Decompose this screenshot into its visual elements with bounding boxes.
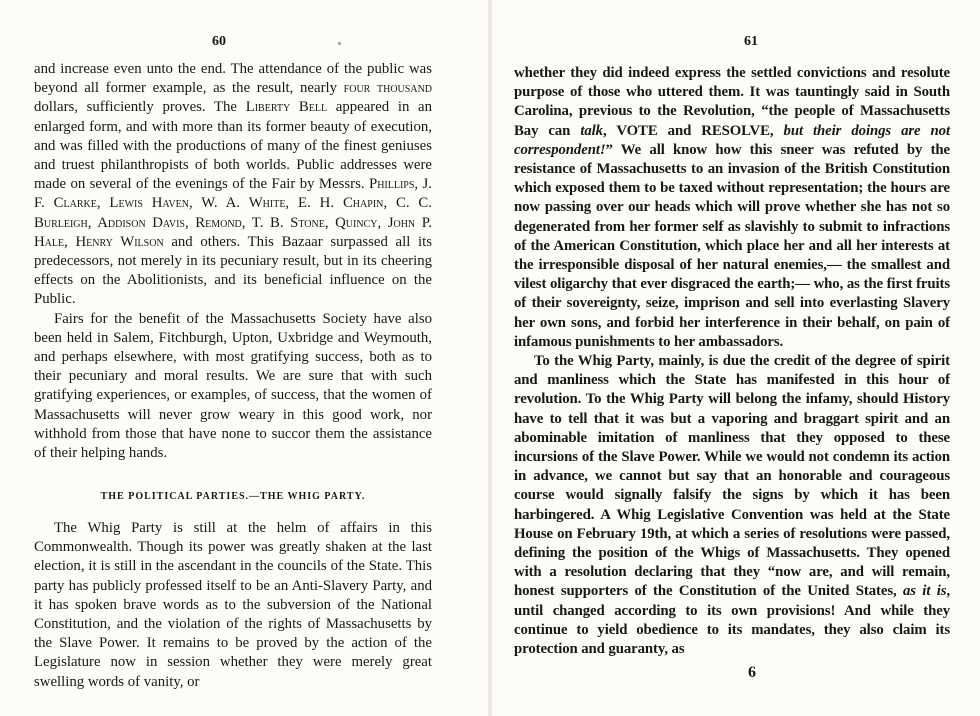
ink-speck <box>338 42 341 45</box>
paragraph-whig-party: The Whig Party is still at the helm of affairs in this Commonwealth. Though its power was greatly shaken at the last election, it is still in the ascendant in the councils of the State. This party has publicly professed itself to be an Anti-Slavery Party, and it has spoken brave words as to the subversion of the National Constitution, and the violation of the rights of Massachusetts by the Slave Power. It remains to be proved by the action of the Legislature now in session whether they were merely great swelling words of vanity, or <box>34 520 432 690</box>
speakers-smallcaps: Phillips, J. F. Clarke, Lewis Haven, W. A. White, E. H. Chapin, C. C. Burleigh, Addison Davis, Remond, T. B. Stone, Quincy, John P. Hale, Henry Wilson <box>34 176 433 250</box>
right-page <box>490 0 980 716</box>
left-upper-text <box>34 60 432 463</box>
section-heading: THE POLITICAL PARTIES.—THE WHIG PARTY. <box>100 491 366 502</box>
paragraph-other-fairs: Fairs for the benefit of the Massachusetts Society have also been held in Salem, Fitchburgh, Upton, Uxbridge and Weymouth, and perhaps elsewhere, with most gratifying success, both as to their pecuniary and moral results. We are sure that with such gratifying experiences, or examples, of success, that the women of Massachusetts will never grow weary in this good work, nor withhold from those that have none to succor them the assistance of their helping hands. <box>34 310 432 462</box>
liberty-bell-smallcaps: Liberty Bell <box>245 99 328 116</box>
page-number-left: 60 <box>212 34 226 49</box>
paragraph-south-carolina: whether they did indeed express the settled convictions and resolute purpose of those who uttered them. It was tauntingly said in South Carolina, previous to the Revolution, “the people of Massachusetts Bay can talk, VOTE and RESOLVE, but their doings are not correspondent!” We all know how this sneer was refuted by the resistance of Massachusetts to an invasion of the British Constitution which exposed them to be taxed without representation; the hours are now passing over our heads which will prove whether she has not so degenerated from her former self as slavishly to submit to infractions of the American Constitution, which place her and all her interests at the irresponsible disposal of her natural enemies,— the smallest and vilest oligarchy that ever disgraced the earth;— who, as the first fruits of their sovereignty, seize, imprison and sell into everlasting Slavery her own sons, and forbid her interference in their behalf, on pain of infamous punishments to her ambassadors. <box>514 65 950 350</box>
amount-smallcaps: four thousand <box>343 80 433 97</box>
paragraph-whig-credit: To the Whig Party, mainly, is due the credit of the degree of spirit and manliness which the State has manifested in this hour of revolution. To the Whig Party will belong the infamy, should History have to tell that it was but a vaporing and braggart spirit and an abominable imitation of manliness that they opposed to these incursions of the Slave Power. While we would not condemn its action in advance, we cannot but say that an honorable and courageous course would signally falsify the signs by which it has been harbingered. A Whig Legislative Convention was held at the State House on February 19th, at which a series of resolutions were passed, defining the position of the Whigs of Massachusetts. They opened with a resolution declaring that they “now are, and will remain, honest supporters of the Constitution of the United States, as it is, until changed according to its own provisions! And while they continue to yield obedience to its mandates, they also claim its protection and guaranty, as <box>514 353 950 658</box>
right-text <box>514 64 950 659</box>
left-lower-text <box>34 519 432 692</box>
signature-mark: 6 <box>748 664 756 681</box>
page-number-right: 61 <box>744 34 758 49</box>
paragraph-fair-results: and increase even unto the end. The attendance of the public was beyond all former example, as the result, nearly four thousand dollars, sufficiently proves. The Liberty Bell appeared in an enlarged form, and with more than its former beauty of execution, and was filled with the productions of many of the finest geniuses and truest philanthropists of both worlds. Public addresses were made on several of the evenings of the Fair by Messrs. Phillips, J. F. Clarke, Lewis Haven, W. A. White, E. H. Chapin, C. C. Burleigh, Addison Davis, Remond, T. B. Stone, Quincy, John P. Hale, Henry Wilson and others. This Bazaar surpassed all its predecessors, not merely in its pecuniary result, but in its cheering effects on the Abolitionists, and its beneficial influence on the Public. <box>34 61 433 308</box>
